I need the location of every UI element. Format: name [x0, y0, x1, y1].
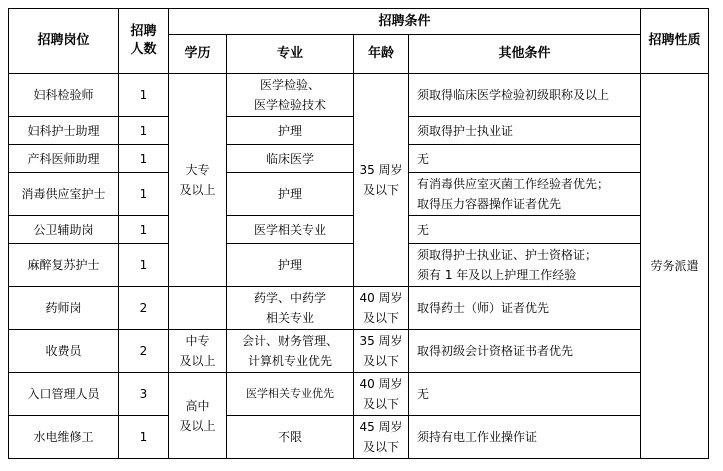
count-cell: 1 [119, 244, 169, 287]
age-cell: 35 周岁 及以下 [354, 330, 409, 373]
education-cell: 大专 及以上 [169, 74, 227, 287]
position-cell: 公卫辅助岗 [9, 216, 119, 244]
position-cell: 产科医师助理 [9, 145, 119, 173]
other-cell: 取得药士（师）证者优先 [409, 287, 641, 330]
header-major: 专业 [227, 35, 354, 74]
major-cell: 不限 [227, 416, 354, 459]
count-cell: 1 [119, 416, 169, 459]
header-conditions: 招聘条件 [169, 9, 641, 35]
education-cell: 中专 及以上 [169, 330, 227, 373]
position-cell: 药师岗 [9, 287, 119, 330]
major-cell: 临床医学 [227, 145, 354, 173]
major-cell: 医学相关专业优先 [227, 373, 354, 416]
header-count: 招聘 人数 [119, 9, 169, 74]
age-cell: 40 周岁 及以下 [354, 287, 409, 330]
position-cell: 收费员 [9, 330, 119, 373]
major-cell: 药学、中药学 相关专业 [227, 287, 354, 330]
other-cell: 无 [409, 373, 641, 416]
major-cell: 护理 [227, 117, 354, 145]
position-cell: 入口管理人员 [9, 373, 119, 416]
table-row [9, 74, 709, 117]
header-position: 招聘岗位 [9, 9, 119, 74]
count-cell: 1 [119, 216, 169, 244]
position-cell: 麻醉复苏护士 [9, 244, 119, 287]
education-cell: 高中 及以上 [169, 373, 227, 459]
other-cell: 取得初级会计资格证书者优先 [409, 330, 641, 373]
count-cell: 2 [119, 330, 169, 373]
count-cell: 1 [119, 117, 169, 145]
major-cell: 护理 [227, 173, 354, 216]
count-cell: 2 [119, 287, 169, 330]
position-cell: 水电维修工 [9, 416, 119, 459]
count-cell: 1 [119, 74, 169, 117]
major-cell: 会计、财务管理、 计算机专业优先 [227, 330, 354, 373]
position-cell: 妇科检验师 [9, 74, 119, 117]
other-cell: 有消毒供应室灭菌工作经验者优先； 取得压力容器操作证者优先 [409, 173, 641, 216]
nature-cell: 劳务派遣 [641, 74, 709, 459]
education-cell [169, 287, 227, 330]
major-cell: 医学相关专业 [227, 216, 354, 244]
table-row [9, 330, 709, 373]
table-row [9, 416, 709, 459]
count-cell: 1 [119, 145, 169, 173]
major-cell: 护理 [227, 244, 354, 287]
table-row [9, 287, 709, 330]
age-cell: 40 周岁 及以下 [354, 373, 409, 416]
other-cell: 须取得护士执业证、护士资格证； 须有 1 年及以上护理工作经验 [409, 244, 641, 287]
major-cell: 医学检验、 医学检验技术 [227, 74, 354, 117]
count-cell: 1 [119, 173, 169, 216]
header-other: 其他条件 [409, 35, 641, 74]
other-cell: 须持有电工作业操作证 [409, 416, 641, 459]
header-nature: 招聘性质 [641, 9, 709, 74]
age-cell: 35 周岁 及以下 [354, 74, 409, 287]
other-cell: 无 [409, 145, 641, 173]
header-age: 年龄 [354, 35, 409, 74]
count-cell: 3 [119, 373, 169, 416]
position-cell: 消毒供应室护士 [9, 173, 119, 216]
age-cell: 45 周岁 及以下 [354, 416, 409, 459]
header-education: 学历 [169, 35, 227, 74]
other-cell: 须取得护士执业证 [409, 117, 641, 145]
table-row [9, 373, 709, 416]
other-cell: 无 [409, 216, 641, 244]
recruitment-table [8, 8, 709, 459]
other-cell: 须取得临床医学检验初级职称及以上 [409, 74, 641, 117]
position-cell: 妇科护士助理 [9, 117, 119, 145]
